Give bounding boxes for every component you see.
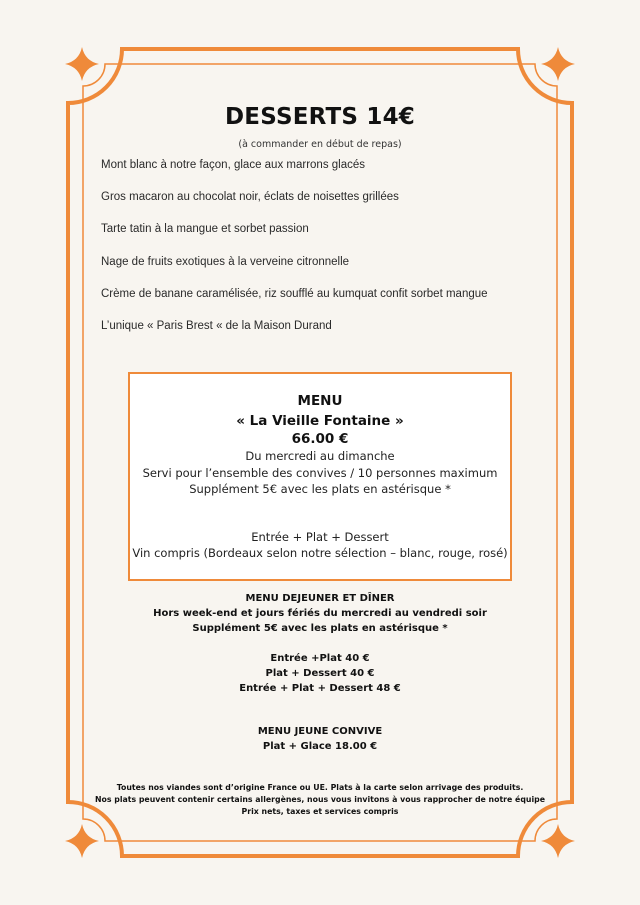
lunch-dinner-heading: MENU DEJEUNER ET DÎNER — [245, 593, 395, 604]
star-icon-bottom-left — [65, 824, 99, 858]
menu-box-name: « La Vieille Fontaine » — [236, 413, 404, 429]
star-icon-top-right — [541, 47, 575, 81]
lunch-dinner-option: Entrée + Plat + Dessert 48 € — [239, 683, 401, 694]
dessert-item: L’unique « Paris Brest « de la Maison Durand — [101, 320, 332, 332]
menu-box-price: 66.00 € — [291, 431, 349, 447]
star-icon-top-left — [65, 47, 99, 81]
dessert-item: Tarte tatin à la mangue et sorbet passion — [101, 223, 309, 235]
lunch-dinner-supplement: Supplément 5€ avec les plats en astérisque * — [192, 623, 448, 634]
kids-menu-offer: Plat + Glace 18.00 € — [262, 741, 378, 752]
footer-line: Nos plats peuvent contenir certains allergènes, nous vous invitons à vous rapprocher de notre équipe — [95, 795, 545, 804]
dessert-item: Nage de fruits exotiques à la verveine citronnelle — [101, 256, 350, 268]
menu-box-days: Du mercredi au dimanche — [245, 449, 395, 463]
dessert-item: Mont blanc à notre façon, glace aux marrons glacés — [101, 159, 366, 171]
menu-box-supplement: Supplément 5€ avec les plats en astérisque * — [189, 482, 451, 496]
menu-box-formula: Entrée + Plat + Dessert — [251, 530, 389, 544]
dessert-item: Crème de banane caramélisée, riz soufflé au kumquat confit sorbet mangue — [101, 288, 488, 300]
kids-menu-heading: MENU JEUNE CONVIVE — [257, 726, 383, 737]
page-subtitle: (à commander en début de repas) — [238, 139, 402, 150]
footer-line: Prix nets, taxes et services compris — [241, 807, 399, 816]
menu-box-served: Servi pour l’ensemble des convives / 10 personnes maximum — [142, 466, 498, 480]
dessert-item: Gros macaron au chocolat noir, éclats de noisettes grillées — [101, 191, 399, 203]
menu-box-wine: Vin compris (Bordeaux selon notre sélection – blanc, rouge, rosé) — [132, 546, 508, 560]
lunch-dinner-option: Plat + Dessert 40 € — [265, 668, 375, 679]
lunch-dinner-conditions: Hors week-end et jours fériés du mercredi au vendredi soir — [153, 608, 487, 619]
footer-line: Toutes nos viandes sont d’origine France ou UE. Plats à la carte selon arrivage des produits. — [116, 783, 524, 792]
menu-box-heading: MENU — [297, 393, 343, 409]
lunch-dinner-option: Entrée +Plat 40 € — [270, 653, 370, 664]
page-title: DESSERTS 14€ — [225, 104, 415, 130]
star-icon-bottom-right — [541, 824, 575, 858]
